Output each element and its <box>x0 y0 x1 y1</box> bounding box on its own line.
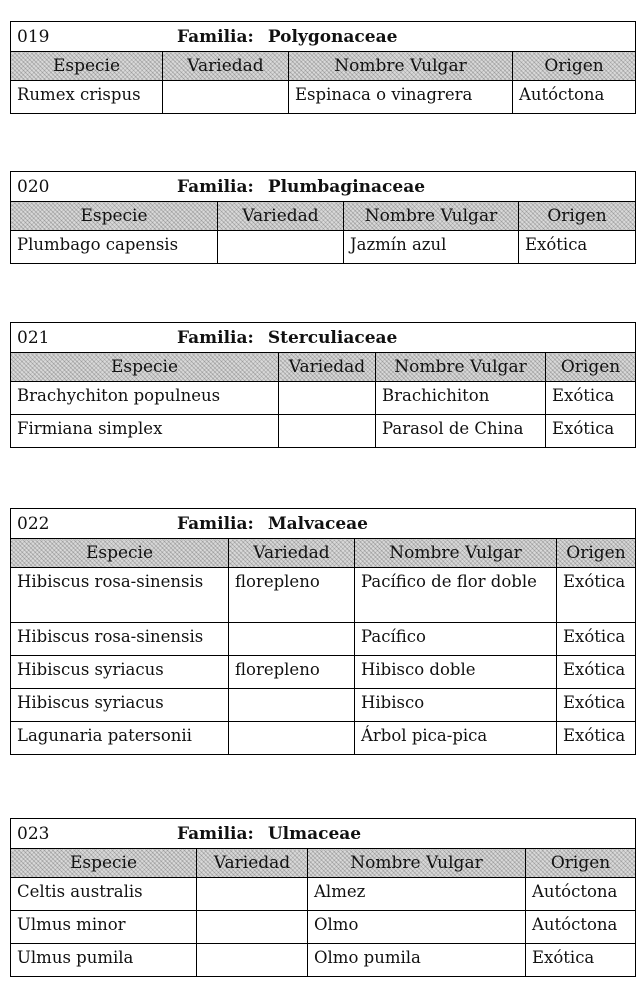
header-especie: Especie <box>11 849 197 878</box>
family-title <box>11 509 636 539</box>
family-table-019 <box>10 21 635 114</box>
cell-variedad <box>218 231 344 264</box>
cell-variedad <box>197 944 308 977</box>
header-nombre-vulgar: Nombre Vulgar <box>355 539 557 568</box>
cell-nombre-vulgar: Pacífico <box>355 623 557 656</box>
family-title-row <box>11 819 636 849</box>
cell-especie: Hibiscus syriacus <box>11 689 229 722</box>
header-variedad: Variedad <box>218 202 344 231</box>
family-label: Familia: <box>177 824 254 844</box>
cell-nombre-vulgar: Espinaca o vinagrera <box>289 81 513 114</box>
family-title <box>11 819 636 849</box>
header-origen: Origen <box>557 539 636 568</box>
cell-variedad <box>229 722 355 755</box>
family-title-row <box>11 323 636 353</box>
column-header-row <box>11 353 636 382</box>
cell-origen: Exótica <box>546 415 636 448</box>
column-header-row <box>11 849 636 878</box>
cell-especie: Celtis australis <box>11 878 197 911</box>
family-name: Plumbaginaceae <box>267 177 426 197</box>
cell-variedad <box>197 878 308 911</box>
cell-especie: Firmiana simplex <box>11 415 279 448</box>
table-row <box>11 911 636 944</box>
header-nombre-vulgar: Nombre Vulgar <box>308 849 526 878</box>
cell-nombre-vulgar: Brachichiton <box>376 382 546 415</box>
family-table-023 <box>10 818 635 977</box>
table-row <box>11 568 636 623</box>
table-row <box>11 623 636 656</box>
cell-variedad <box>229 623 355 656</box>
family-table-022 <box>10 508 635 755</box>
table-row <box>11 382 636 415</box>
header-variedad: Variedad <box>197 849 308 878</box>
family-title-row <box>11 509 636 539</box>
cell-especie: Hibiscus rosa-sinensis <box>11 568 229 623</box>
cell-nombre-vulgar: Hibisco <box>355 689 557 722</box>
header-variedad: Variedad <box>163 52 289 81</box>
cell-origen: Exótica <box>557 623 636 656</box>
family-title <box>11 323 636 353</box>
family-table-021 <box>10 322 635 448</box>
cell-origen: Exótica <box>519 231 636 264</box>
table-row <box>11 415 636 448</box>
header-especie: Especie <box>11 539 229 568</box>
table-row <box>11 231 636 264</box>
header-nombre-vulgar: Nombre Vulgar <box>344 202 519 231</box>
cell-origen: Exótica <box>557 656 636 689</box>
cell-origen: Exótica <box>557 689 636 722</box>
column-header-row <box>11 52 636 81</box>
header-especie: Especie <box>11 353 279 382</box>
family-name: Polygonaceae <box>267 27 398 47</box>
cell-especie: Ulmus minor <box>11 911 197 944</box>
column-header-row <box>11 539 636 568</box>
header-nombre-vulgar: Nombre Vulgar <box>289 52 513 81</box>
header-origen: Origen <box>546 353 636 382</box>
cell-especie: Plumbago capensis <box>11 231 218 264</box>
table-row <box>11 944 636 977</box>
table-row <box>11 722 636 755</box>
header-origen: Origen <box>519 202 636 231</box>
cell-nombre-vulgar: Olmo <box>308 911 526 944</box>
header-origen: Origen <box>513 52 636 81</box>
family-label: Familia: <box>177 514 254 534</box>
cell-especie: Ulmus pumila <box>11 944 197 977</box>
cell-variedad <box>229 689 355 722</box>
table-row <box>11 878 636 911</box>
family-code: 023 <box>17 824 50 844</box>
cell-variedad <box>163 81 289 114</box>
cell-origen: Exótica <box>546 382 636 415</box>
family-code: 022 <box>17 514 50 534</box>
family-code: 020 <box>17 177 50 197</box>
family-table-020 <box>10 171 635 264</box>
cell-nombre-vulgar: Hibisco doble <box>355 656 557 689</box>
header-especie: Especie <box>11 202 218 231</box>
header-especie: Especie <box>11 52 163 81</box>
cell-origen: Autóctona <box>526 911 636 944</box>
family-label: Familia: <box>177 27 254 47</box>
cell-nombre-vulgar: Pacífico de flor doble <box>355 568 557 623</box>
cell-variedad <box>279 382 376 415</box>
cell-nombre-vulgar: Jazmín azul <box>344 231 519 264</box>
cell-nombre-vulgar: Árbol pica-pica <box>355 722 557 755</box>
cell-origen: Autóctona <box>513 81 636 114</box>
cell-especie: Rumex crispus <box>11 81 163 114</box>
cell-nombre-vulgar: Olmo pumila <box>308 944 526 977</box>
family-label: Familia: <box>177 177 254 197</box>
table-row <box>11 656 636 689</box>
family-name: Sterculiaceae <box>267 328 398 348</box>
column-header-row <box>11 202 636 231</box>
cell-variedad <box>279 415 376 448</box>
family-code: 019 <box>17 27 50 47</box>
family-title <box>11 172 636 202</box>
cell-especie: Brachychiton populneus <box>11 382 279 415</box>
cell-origen: Exótica <box>526 944 636 977</box>
header-variedad: Variedad <box>229 539 355 568</box>
header-origen: Origen <box>526 849 636 878</box>
family-name: Ulmaceae <box>267 824 362 844</box>
table-row <box>11 689 636 722</box>
cell-origen: Autóctona <box>526 878 636 911</box>
family-title-row <box>11 22 636 52</box>
header-nombre-vulgar: Nombre Vulgar <box>376 353 546 382</box>
header-variedad: Variedad <box>279 353 376 382</box>
table-row <box>11 81 636 114</box>
family-code: 021 <box>17 328 50 348</box>
cell-origen: Exótica <box>557 722 636 755</box>
cell-variedad: florepleno <box>229 656 355 689</box>
cell-nombre-vulgar: Parasol de China <box>376 415 546 448</box>
family-label: Familia: <box>177 328 254 348</box>
cell-variedad <box>197 911 308 944</box>
cell-especie: Hibiscus rosa-sinensis <box>11 623 229 656</box>
cell-especie: Hibiscus syriacus <box>11 656 229 689</box>
family-title-row <box>11 172 636 202</box>
cell-origen: Exótica <box>557 568 636 623</box>
cell-variedad: florepleno <box>229 568 355 623</box>
family-title <box>11 22 636 52</box>
cell-especie: Lagunaria patersonii <box>11 722 229 755</box>
family-name: Malvaceae <box>267 514 368 534</box>
cell-nombre-vulgar: Almez <box>308 878 526 911</box>
